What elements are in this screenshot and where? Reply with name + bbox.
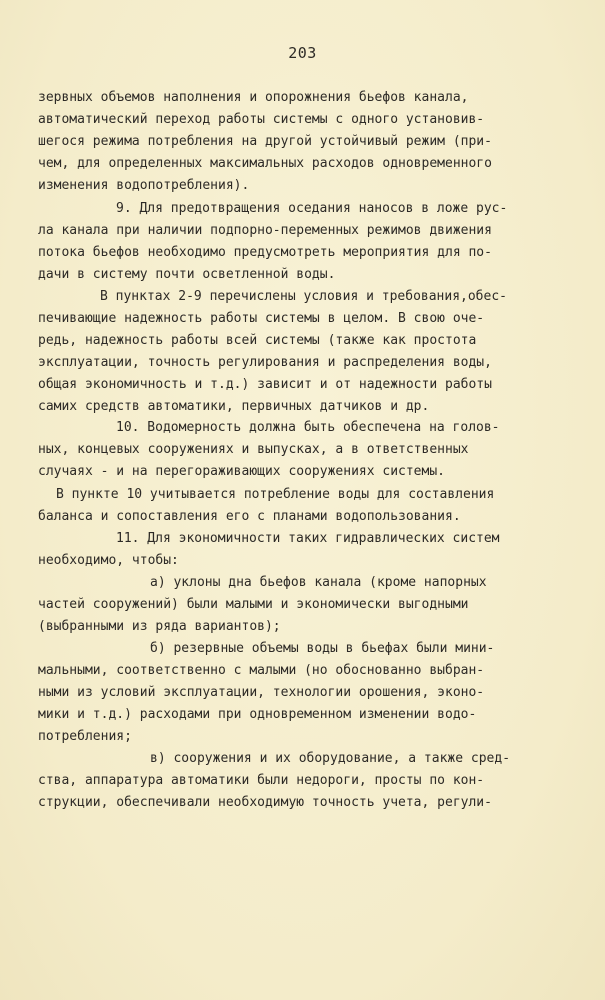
- text-line: ла канала при наличии подпорно-переменных режимов движения: [38, 223, 492, 238]
- text-line: шегося режима потребления на другой устойчивый режим (при-: [38, 134, 492, 149]
- text-line: б) резервные объемы воды в бьефах были мини-: [150, 641, 495, 656]
- text-line: необходимо, чтобы:: [38, 553, 179, 568]
- text-line: самих средств автоматики, первичных датчиков и др.: [38, 399, 430, 414]
- text-line: чем, для определенных максимальных расходов одновременного: [38, 156, 492, 171]
- text-line: баланса и сопоставления его с планами водопользования.: [38, 509, 461, 524]
- text-line: частей сооружений) были малыми и экономически выгодными: [38, 597, 469, 612]
- text-line: печивающие надежность работы системы в целом. В свою оче-: [38, 311, 485, 326]
- text-line: потока бьефов необходимо предусмотреть мероприятия для по-: [38, 245, 492, 260]
- text-line: автоматический переход работы системы с одного установив-: [38, 112, 485, 127]
- text-line: дачи в систему почти осветленной воды.: [38, 267, 336, 282]
- text-line: (выбранными из ряда вариантов);: [38, 619, 281, 634]
- text-line: общая экономичность и т.д.) зависит и от надежности работы: [38, 377, 492, 392]
- text-line: случаях - и на перегораживающих сооружениях системы.: [38, 464, 445, 479]
- text-line: В пункте 10 учитывается потребление воды для составления: [56, 487, 495, 502]
- text-line: ных, концевых сооружениях и выпусках, а в ответственных: [38, 442, 469, 457]
- text-line: струкции, обеспечивали необходимую точность учета, регули-: [38, 795, 492, 810]
- text-line: мики и т.д.) расходами при одновременном изменении водо-: [38, 707, 477, 722]
- text-line: потребления;: [38, 729, 132, 744]
- text-line: зервных объемов наполнения и опорожнения бьефов канала,: [38, 90, 469, 105]
- page-number: 203: [288, 44, 317, 62]
- text-line: в) сооружения и их оборудование, а также сред-: [150, 751, 511, 766]
- text-line: ными из условий эксплуатации, технологии орошения, эконо-: [38, 685, 485, 700]
- text-line: изменения водопотребления).: [38, 178, 250, 193]
- text-line: 10. Водомерность должна быть обеспечена на голов-: [116, 420, 500, 435]
- text-line: В пунктах 2-9 перечислены условия и требования,обес-: [100, 289, 507, 304]
- text-line: а) уклоны дна бьефов канала (кроме напорных: [150, 575, 487, 590]
- text-line: редь, надежность работы всей системы (также как простота: [38, 333, 477, 348]
- text-line: 9. Для предотвращения оседания наносов в ложе рус-: [116, 201, 508, 216]
- text-line: эксплуатации, точность регулирования и распределения воды,: [38, 355, 492, 370]
- text-line: мальными, соответственно с малыми (но обоснованно выбран-: [38, 663, 485, 678]
- text-line: ства, аппаратура автоматики были недороги, просты по кон-: [38, 773, 485, 788]
- text-line: 11. Для экономичности таких гидравлических систем: [116, 531, 500, 546]
